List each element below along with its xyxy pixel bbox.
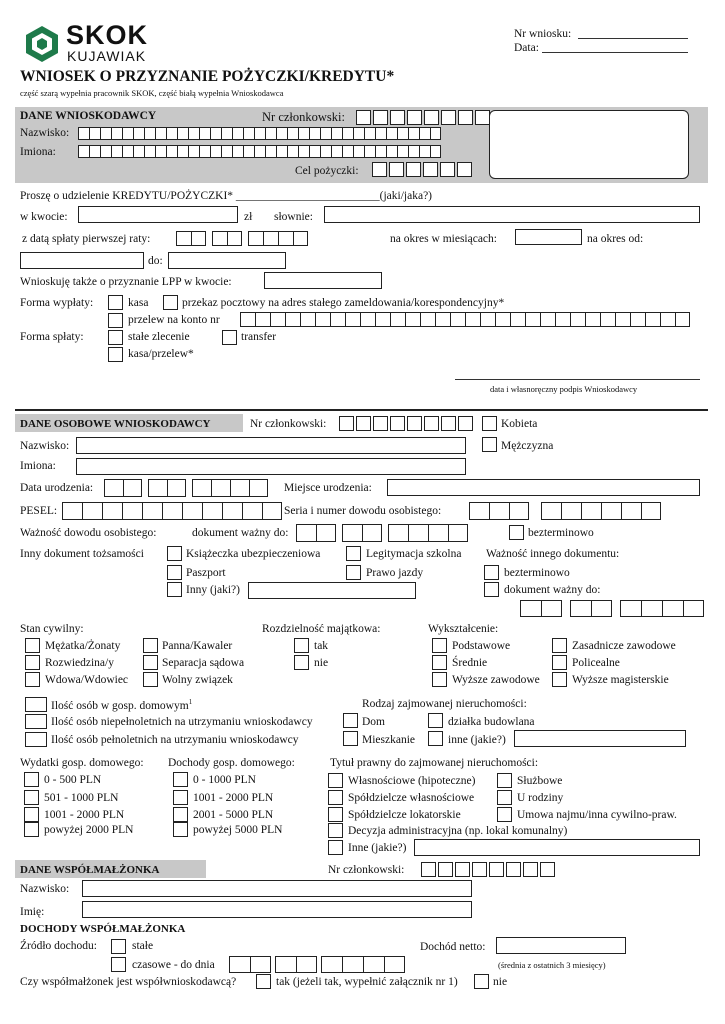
czasowe-label: czasowe - do dnia bbox=[132, 959, 215, 971]
wydatki-o1-checkbox[interactable] bbox=[24, 772, 39, 787]
dochody-o2-label: 1001 - 2000 PLN bbox=[193, 792, 274, 804]
nazwisko-label-2: Nazwisko: bbox=[20, 440, 70, 452]
inne-checkbox[interactable] bbox=[428, 731, 443, 746]
wspolwnioskodawca-nie-label: nie bbox=[493, 976, 508, 988]
tytul-o1-label: Własnościowe (hipoteczne) bbox=[348, 775, 476, 787]
imiona-label-2: Imiona: bbox=[20, 460, 56, 472]
slownie-field[interactable] bbox=[324, 206, 700, 223]
tytul-title: Tytuł prawny do zajmowanej nieruchomości: bbox=[330, 757, 539, 769]
tytul-o2-label: Służbowe bbox=[517, 775, 563, 787]
nr-wniosku-label: Nr wniosku: bbox=[514, 28, 572, 40]
inny-jaki-field[interactable] bbox=[248, 582, 416, 599]
stan-o6-checkbox[interactable] bbox=[143, 672, 158, 687]
osoby-o2-label: Ilość osób niepełnoletnich na utrzymaniu wnioskodawcy bbox=[51, 716, 313, 728]
waznosc-label: Ważność dowodu osobistego: bbox=[20, 527, 157, 539]
stan-o4-checkbox[interactable] bbox=[143, 655, 158, 670]
osoby-o1-text: Ilość osób w gosp. domowym bbox=[51, 699, 189, 712]
mezczyzna-label: Mężczyzna bbox=[501, 440, 554, 452]
osoby-o1-label bbox=[51, 698, 192, 712]
imiona-cells[interactable] bbox=[78, 145, 441, 158]
wyksz-o2-label: Zasadnicze zawodowe bbox=[572, 640, 676, 652]
osoby-o3-label: Ilość osób pełnoletnich na utrzymaniu wnioskodawcy bbox=[51, 734, 299, 746]
wydatki-o4-label: powyżej 2000 PLN bbox=[44, 824, 134, 836]
stan-o3-checkbox[interactable] bbox=[25, 655, 40, 670]
imiona-field[interactable] bbox=[76, 458, 466, 475]
okres-field[interactable] bbox=[515, 229, 582, 245]
stan-o5-label: Wdowa/Wdowiec bbox=[45, 674, 129, 686]
wydatki-o2-checkbox[interactable] bbox=[24, 790, 39, 805]
osoby-o1-box[interactable] bbox=[25, 697, 47, 712]
wyksz-o4-checkbox[interactable] bbox=[552, 655, 567, 670]
forma-splaty-label: Forma spłaty: bbox=[20, 331, 84, 343]
wyksz-o1-checkbox[interactable] bbox=[432, 638, 447, 653]
okres-od-field[interactable] bbox=[20, 252, 144, 269]
nazwisko-field-3[interactable] bbox=[82, 880, 472, 897]
kobieta-label: Kobieta bbox=[501, 418, 538, 430]
bezterminowo-checkbox[interactable] bbox=[509, 525, 524, 540]
nazwisko-label-3: Nazwisko: bbox=[20, 883, 70, 895]
loan-request-text: Proszę o udzielenie KREDYTU/POŻYCZKI* _________________________(jaki/jaka?) bbox=[20, 190, 433, 202]
tytul-o5-label: Spółdzielcze lokatorskie bbox=[348, 809, 461, 821]
dok-wazny-do-label: dokument ważny do: bbox=[504, 584, 601, 596]
dochody-o2-checkbox[interactable] bbox=[173, 790, 188, 805]
tytul-o1-checkbox[interactable] bbox=[328, 773, 343, 788]
imie-label: Imię: bbox=[20, 906, 45, 918]
inny-jaki-checkbox[interactable] bbox=[167, 582, 182, 597]
dzialka-label: działka budowlana bbox=[448, 716, 535, 728]
wyksz-o6-checkbox[interactable] bbox=[552, 672, 567, 687]
zrodlo-label: Źródło dochodu: bbox=[20, 940, 97, 952]
nazwisko-cells[interactable] bbox=[78, 127, 441, 140]
wazny-do-cells[interactable] bbox=[296, 524, 474, 542]
osoby-o2-box[interactable] bbox=[25, 714, 47, 729]
wyksz-o1-label: Podstawowe bbox=[452, 640, 511, 652]
pesel-label: PESEL: bbox=[20, 505, 58, 517]
stan-o1-label: Mężatka/Żonaty bbox=[45, 640, 121, 652]
stan-o2-checkbox[interactable] bbox=[143, 638, 158, 653]
miejsce-urodzenia-field[interactable] bbox=[387, 479, 700, 496]
wydatki-title: Wydatki gosp. domowego: bbox=[20, 757, 144, 769]
wydatki-o3-label: 1001 - 2000 PLN bbox=[44, 809, 125, 821]
tytul-o3-checkbox[interactable] bbox=[328, 790, 343, 805]
wyksz-o5-checkbox[interactable] bbox=[432, 672, 447, 687]
kasa-label: kasa bbox=[128, 297, 149, 309]
ksiazeczka-checkbox[interactable] bbox=[167, 546, 182, 561]
skok-logo bbox=[22, 22, 172, 64]
ksiazeczka-label: Książeczka ubezpieczeniowa bbox=[186, 548, 321, 560]
dok-wazny-do-cells[interactable] bbox=[520, 600, 710, 617]
wspolwnioskodawca-nie-checkbox[interactable] bbox=[474, 974, 489, 989]
stan-o6-label: Wolny związek bbox=[162, 674, 233, 686]
stale-zlecenie-checkbox[interactable] bbox=[108, 330, 123, 345]
dochody-o1-label: 0 - 1000 PLN bbox=[193, 774, 256, 786]
transfer-label: transfer bbox=[241, 331, 277, 343]
tytul-o7-label: Decyzja administracyjna (np. lokal komunalny) bbox=[348, 825, 568, 837]
rozdz-tak-checkbox[interactable] bbox=[294, 638, 309, 653]
dochod-netto-label: Dochód netto: bbox=[420, 941, 486, 953]
wyksz-o3-checkbox[interactable] bbox=[432, 655, 447, 670]
lpp-field[interactable] bbox=[264, 272, 382, 289]
stale-checkbox[interactable] bbox=[111, 939, 126, 954]
seria-cells[interactable] bbox=[469, 502, 667, 520]
tytul-o4-label: U rodziny bbox=[517, 792, 564, 804]
kobieta-checkbox[interactable] bbox=[482, 416, 497, 431]
rozdz-nie-checkbox[interactable] bbox=[294, 655, 309, 670]
section-heading-wspolmalzonka: DANE WSPÓŁMAŁŻONKA bbox=[20, 864, 160, 876]
prawo-jazdy-checkbox[interactable] bbox=[346, 565, 361, 580]
page-subtitle: część szarą wypełnia pracownik SKOK, część białą wypełnia Wnioskodawca bbox=[20, 88, 284, 98]
data-urodzenia-label: Data urodzenia: bbox=[20, 482, 94, 494]
pesel-cells[interactable] bbox=[62, 502, 282, 520]
signature-caption: data i własnoręczny podpis Wnioskodawcy bbox=[490, 384, 638, 394]
tytul-o8-checkbox[interactable] bbox=[328, 840, 343, 855]
tytul-o6-checkbox[interactable] bbox=[497, 807, 512, 822]
imie-field[interactable] bbox=[82, 901, 472, 918]
dom-checkbox[interactable] bbox=[343, 713, 358, 728]
tytul-o3-label: Spółdzielcze własnościowe bbox=[348, 792, 475, 804]
wyksz-o6-label: Wyższe magisterskie bbox=[572, 674, 669, 686]
zl-label: zł bbox=[244, 211, 253, 223]
tytul-o6-label: Umowa najmu/inna cywilno-praw. bbox=[517, 809, 677, 821]
legitymacja-checkbox[interactable] bbox=[346, 546, 361, 561]
section-heading: DANE WNIOSKODAWCY bbox=[20, 110, 157, 122]
kasa-przelew-label: kasa/przelew* bbox=[128, 348, 194, 360]
wydatki-o1-label: 0 - 500 PLN bbox=[44, 774, 102, 786]
forma-wyplaty-label: Forma wypłaty: bbox=[20, 297, 94, 309]
tytul-o2-checkbox[interactable] bbox=[497, 773, 512, 788]
osoby-footnote: 1 bbox=[188, 698, 193, 706]
miejsce-urodzenia-label: Miejsce urodzenia: bbox=[284, 482, 372, 494]
logo-sub: KUJAWIAK bbox=[67, 48, 147, 64]
mieszkanie-checkbox[interactable] bbox=[343, 731, 358, 746]
paszport-label: Paszport bbox=[186, 567, 226, 579]
stan-o5-checkbox[interactable] bbox=[25, 672, 40, 687]
przelew-label: przelew na konto nr bbox=[128, 314, 220, 326]
photo-box bbox=[489, 110, 689, 179]
osoby-o3-box[interactable] bbox=[25, 732, 47, 747]
legitymacja-label: Legitymacja szkolna bbox=[366, 548, 462, 560]
nr-czlonkowski-cells-3[interactable] bbox=[421, 862, 557, 877]
przekaz-label: przekaz pocztowy na adres stałego zameldowania/korespondencyjny* bbox=[182, 297, 505, 309]
tytul-o5-checkbox[interactable] bbox=[328, 807, 343, 822]
przekaz-checkbox[interactable] bbox=[163, 295, 178, 310]
wydatki-o2-label: 501 - 1000 PLN bbox=[44, 792, 119, 804]
tytul-o8-label: Inne (jakie?) bbox=[348, 842, 407, 854]
nr-czlonkowski-label: Nr członkowski: bbox=[262, 110, 345, 124]
nazwisko-label: Nazwisko: bbox=[20, 127, 70, 139]
okres-od-label: na okres od: bbox=[587, 233, 644, 245]
srednia-note: (średnia z ostatnich 3 miesięcy) bbox=[498, 960, 606, 970]
dochody-title: Dochody gosp. domowego: bbox=[168, 757, 295, 769]
rozdz-nie-label: nie bbox=[314, 657, 329, 669]
section-heading-dochody: DOCHODY WSPÓŁMAŁŻONKA bbox=[20, 923, 186, 935]
data-splaty-cells[interactable] bbox=[176, 231, 314, 246]
dochod-netto-field[interactable] bbox=[496, 937, 626, 954]
inne-label: inne (jakie?) bbox=[448, 734, 506, 746]
okres-do-field[interactable] bbox=[168, 252, 286, 269]
inny-jaki-label: Inny (jaki?) bbox=[186, 584, 240, 596]
transfer-checkbox[interactable] bbox=[222, 330, 237, 345]
okres-label: na okres w miesiącach: bbox=[390, 233, 497, 245]
wazny-do-label: dokument ważny do: bbox=[192, 527, 289, 539]
mieszkanie-label: Mieszkanie bbox=[362, 734, 416, 746]
czasowe-checkbox[interactable] bbox=[111, 957, 126, 972]
wyksztalcenie-title: Wykształcenie: bbox=[428, 623, 499, 635]
stan-cywilny-title: Stan cywilny: bbox=[20, 623, 84, 635]
nr-czlonkowski-label-3: Nr członkowski: bbox=[328, 864, 405, 876]
bezterminowo-label: bezterminowo bbox=[528, 527, 594, 539]
wyksz-o4-label: Policealne bbox=[572, 657, 620, 669]
wyksz-o5-label: Wyższe zawodowe bbox=[452, 674, 540, 686]
do-label: do: bbox=[148, 255, 163, 267]
rodzaj-title: Rodzaj zajmowanej nieruchomości: bbox=[362, 698, 527, 710]
rozdzielnosc-title: Rozdzielność majątkowa: bbox=[262, 623, 381, 635]
wydatki-o3-checkbox[interactable] bbox=[24, 807, 39, 822]
nazwisko-field[interactable] bbox=[76, 437, 466, 454]
wspolwnioskodawca-tak-checkbox[interactable] bbox=[256, 974, 271, 989]
wspolwnioskodawca-question: Czy współmałżonek jest współwnioskodawcą? bbox=[20, 976, 237, 988]
wyksz-o3-label: Średnie bbox=[452, 657, 488, 669]
tytul-o4-checkbox[interactable] bbox=[497, 790, 512, 805]
bezterminowo2-label: bezterminowo bbox=[504, 567, 570, 579]
dok-wazny-do-checkbox[interactable] bbox=[484, 582, 499, 597]
stan-o4-label: Separacja sądowa bbox=[162, 657, 245, 669]
czasowe-date-cells[interactable] bbox=[229, 956, 411, 973]
inne-field[interactable] bbox=[514, 730, 686, 747]
stan-o1-checkbox[interactable] bbox=[25, 638, 40, 653]
stale-zlecenie-label: stałe zlecenie bbox=[128, 331, 190, 343]
bezterminowo2-checkbox[interactable] bbox=[484, 565, 499, 580]
dochody-o1-checkbox[interactable] bbox=[173, 772, 188, 787]
dochody-o4-checkbox[interactable] bbox=[173, 822, 188, 837]
section-divider bbox=[15, 409, 708, 411]
data-urodzenia-cells[interactable] bbox=[104, 479, 274, 497]
section-heading-osobowe: DANE OSOBOWE WNIOSKODAWCY bbox=[20, 418, 211, 430]
cel-label: Cel pożyczki: bbox=[295, 165, 359, 177]
stan-o2-label: Panna/Kawaler bbox=[162, 640, 233, 652]
logo-emblem-icon bbox=[22, 24, 62, 64]
dzialka-checkbox[interactable] bbox=[428, 713, 443, 728]
stale-label: stałe bbox=[132, 940, 154, 952]
dochody-o4-label: powyżej 5000 PLN bbox=[193, 824, 283, 836]
page-title: WNIOSEK O PRZYZNANIE POŻYCZKI/KREDYTU* bbox=[20, 68, 395, 85]
logo-brand: SKOK bbox=[66, 20, 149, 50]
lpp-label: Wnioskuję także o przyznanie LPP w kwocie: bbox=[20, 276, 232, 288]
tytul-o7-checkbox[interactable] bbox=[328, 823, 343, 838]
nr-czlonkowski-label-2: Nr członkowski: bbox=[250, 418, 327, 430]
mezczyzna-checkbox[interactable] bbox=[482, 437, 497, 452]
wyksz-o2-checkbox[interactable] bbox=[552, 638, 567, 653]
inny-dokument-label: Inny dokument tożsamości bbox=[20, 548, 144, 560]
nr-czlonkowski-cells-2[interactable] bbox=[339, 416, 475, 431]
dochody-o3-checkbox[interactable] bbox=[173, 807, 188, 822]
cel-cells[interactable] bbox=[372, 162, 474, 177]
stan-o3-label: Rozwiedzina/y bbox=[45, 657, 114, 669]
data-label: Data: bbox=[514, 42, 539, 54]
dom-label: Dom bbox=[362, 716, 385, 728]
kasa-checkbox[interactable] bbox=[108, 295, 123, 310]
signature-line[interactable] bbox=[455, 379, 700, 380]
wspolwnioskodawca-tak-label: tak (jeżeli tak, wypełnić załącznik nr 1) bbox=[276, 976, 458, 988]
imiona-label: Imiona: bbox=[20, 146, 56, 158]
kasa-przelew-checkbox[interactable] bbox=[108, 347, 123, 362]
waznosc-innego-label: Ważność innego dokumentu: bbox=[486, 548, 620, 560]
kwota-field[interactable] bbox=[78, 206, 238, 223]
rozdz-tak-label: tak bbox=[314, 640, 329, 652]
data-field[interactable] bbox=[542, 40, 688, 53]
przelew-checkbox[interactable] bbox=[108, 313, 123, 328]
nr-czlonkowski-cells[interactable] bbox=[356, 110, 492, 125]
wydatki-o4-checkbox[interactable] bbox=[24, 822, 39, 837]
paszport-checkbox[interactable] bbox=[167, 565, 182, 580]
data-splaty-label: z datą spłaty pierwszej raty: bbox=[22, 233, 151, 245]
nr-wniosku-field[interactable] bbox=[578, 26, 688, 39]
seria-label: Seria i numer dowodu osobistego: bbox=[284, 505, 442, 517]
prawo-jazdy-label: Prawo jazdy bbox=[366, 567, 424, 579]
kwocie-label: w kwocie: bbox=[20, 211, 68, 223]
tytul-inne-field[interactable] bbox=[414, 839, 700, 856]
slownie-label: słownie: bbox=[274, 211, 313, 223]
konto-cells[interactable] bbox=[240, 312, 690, 327]
dochody-o3-label: 2001 - 5000 PLN bbox=[193, 809, 274, 821]
